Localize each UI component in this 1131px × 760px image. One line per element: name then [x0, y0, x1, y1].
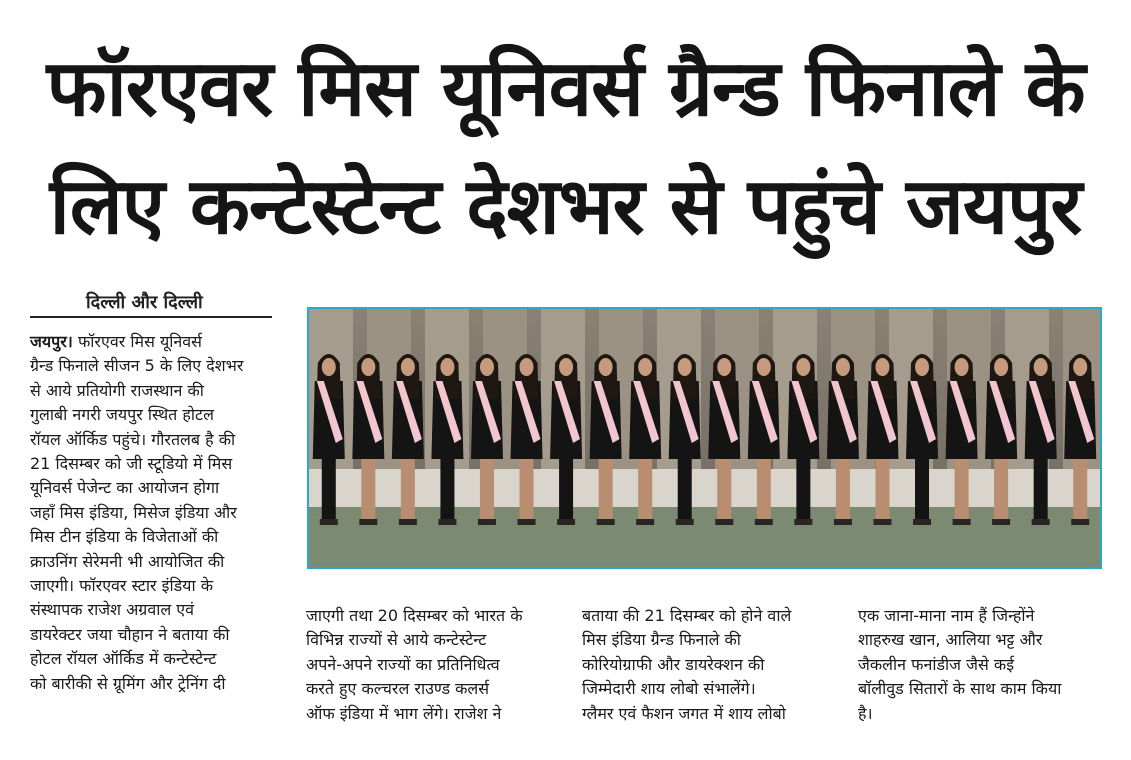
article-line: विभिन्न राज्यों से आये कन्टेस्टेन्ट [306, 630, 487, 650]
article-line: को बारीकी से ग्रूमिंग और ट्रेनिंग दी [30, 673, 226, 693]
article-line: बताया की 21 दिसम्बर को होने वाले [582, 606, 792, 625]
article-line: करते हुए कल्चरल राउण्ड कलर्स [306, 679, 490, 699]
article-column-4 [858, 604, 1108, 726]
article-line: डायरेक्टर जया चौहान ने बताया की [30, 624, 230, 644]
article-line: से आये प्रतियोगी राजस्थान की [30, 380, 204, 400]
article-line: ग्लैमर एवं फैशन जगत में शाय लोबो [582, 703, 786, 723]
article-line: है। [858, 703, 873, 723]
article-column-2 [306, 604, 556, 726]
article-line: गुलाबी नगरी जयपुर स्थित होटल [30, 405, 214, 425]
article-line: जहाँ मिस इंडिया, मिसेज इंडिया और [30, 502, 237, 522]
article-line: यूनिवर्स पेजेन्ट का आयोजन होगा [30, 478, 220, 498]
article-line: शाहरुख खान, आलिया भट्ट और [858, 630, 1043, 650]
article-line: बॉलीवुड सितारों के साथ काम किया [858, 679, 1062, 699]
group-photo [307, 307, 1102, 569]
article-column-1 [30, 330, 274, 696]
article-line: संस्थापक राजेश अग्रवाल एवं [30, 600, 195, 620]
article-line: 21 दिसम्बर को जी स्टूडियो में मिस [30, 454, 233, 474]
article-line: जाएगी तथा 20 दिसम्बर को भारत के [306, 606, 523, 625]
dateline: जयपुर। [30, 332, 73, 351]
group-photo-contestants-icon [309, 309, 1100, 567]
article-line: जिम्मेदारी शाय लोबो संभालेंगे। [582, 679, 756, 699]
article-line: कोरियोग्राफी और डायरेक्शन की [582, 654, 765, 674]
headline-line-1: फॉरएवर मिस यूनिवर्स ग्रैन्ड फिनाले के [46, 44, 1085, 134]
article-column-3 [582, 604, 832, 726]
article-line: अपने-अपने राज्यों का प्रतिनिधित्व [306, 654, 500, 674]
headline-line-2: लिए कन्टेस्टेन्ट देशभर से पहुंचे जयपुर [49, 162, 1082, 252]
article-line: ग्रैन्ड फिनाले सीजन 5 के लिए देशभर [30, 356, 244, 376]
article-line: एक जाना-माना नाम हैं जिन्होंने [858, 606, 1035, 625]
article-line: मिस टीन इंडिया के विजेताओं की [30, 527, 219, 547]
article-line: क्राउनिंग सेरेमनी भी आयोजित की [30, 551, 225, 571]
byline: दिल्ली और दिल्ली [86, 292, 203, 313]
article-line: मिस इंडिया ग्रैन्ड फिनाले की [582, 630, 741, 650]
article-line: ऑफ इंडिया में भाग लेंगे। राजेश ने [306, 703, 502, 723]
byline-divider [30, 316, 272, 318]
article-line: फॉरएवर मिस यूनिवर्स [77, 332, 202, 351]
article-line: होटल रॉयल ऑर्किड में कन्टेस्टेन्ट [30, 649, 217, 669]
article-line: रॉयल ऑर्किड पहुंचे। गौरतलब है की [30, 429, 236, 449]
article-line: जैकलीन फनांडीज जैसे कई [858, 654, 1015, 674]
article-line: जाएगी। फॉरएवर स्टार इंडिया के [30, 576, 213, 596]
